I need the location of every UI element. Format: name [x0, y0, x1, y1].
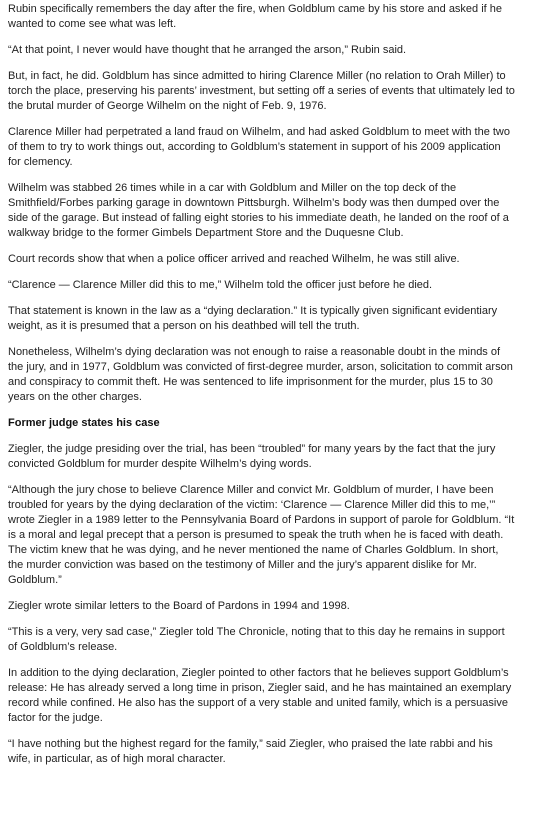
paragraph-wilhelm-words: “Clarence — Clarence Miller did this to me,” Wilhelm told the officer just before he died. — [8, 279, 433, 291]
paragraph-dying-declaration: That statement is known in the law as a “dying declaration.” It is typically given significant evidentiary weight, as it is presumed that a person on his deathbed will tell the truth. — [8, 305, 498, 332]
paragraph-similar-letters: Ziegler wrote similar letters to the Board of Pardons in 1994 and 1998. — [8, 600, 350, 612]
paragraph-judge-letter: “Although the jury chose to believe Clarence Miller and convict Mr. Goldblum of murder, I have been troubled for years by the dying declaration of the victim: ‘Clarence — Clarence Miller did this to me,’” wrote Ziegler in a 1989 letter to the Pennsylvania Board of Pardons in support of parole for Goldblum. “It is a moral and legal precept that a person is presumed to speak the truth when he is faced with death. The victim knew that he was dying, and he never mentioned the name of Charles Goldblum. In short, the murder conviction was based on the testimony of Miller and the jury’s apparent dislike for Mr. Goldblum.” — [8, 484, 515, 586]
paragraph-other-factors: In addition to the dying declaration, Ziegler pointed to other factors that he believes support Goldblum’s release: He has already served a long time in prison, Ziegler said, and he has maintained an exemplary record while confined. He also has the support of a very stable and united family, which is a persuasive factor for the judge. — [8, 667, 512, 724]
paragraph-family-regard: “I have nothing but the highest regard for the family,” said Ziegler, who praised the late rabbi and his wife, in particular, as of high moral character. — [8, 738, 493, 765]
paragraph-land-fraud: Clarence Miller had perpetrated a land fraud on Wilhelm, and had asked Goldblum to meet with the two of them to try to work things out, according to Goldblum’s statement in support of his 2009 application for clemency. — [8, 126, 510, 168]
paragraph-court-records: Court records show that when a police officer arrived and reached Wilhelm, he was still alive. — [8, 253, 460, 265]
paragraph-sad-case: “This is a very, very sad case,” Ziegler told The Chronicle, noting that to this day he remains in support of Goldblum’s release. — [8, 626, 505, 653]
paragraph-conviction: Nonetheless, Wilhelm’s dying declaration was not enough to raise a reasonable doubt in the minds of the jury, and in 1977, Goldblum was convicted of first-degree murder, arson, solicitation to commit arson and conspiracy to commit theft. He was sentenced to life imprisonment for the murder, plus 15 to 30 years on the other charges. — [8, 346, 513, 403]
paragraph-stabbing: Wilhelm was stabbed 26 times while in a car with Goldblum and Miller on the top deck of the Smithfield/Forbes parking garage in downtown Pittsburgh. Wilhelm’s body was then dumped over the side of the garage. But instead of falling eight stories to his immediate death, he landed on the roof of a walkway bridge to the former Gimbels Department Store and the Duquesne Club. — [8, 182, 509, 239]
paragraph-rubin-remembers: Rubin specifically remembers the day after the fire, when Goldblum came by his store and asked if he wanted to come see what was left. — [8, 3, 503, 30]
section-heading: Former judge states his case — [8, 417, 160, 429]
paragraph-rubin-quote: “At that point, I never would have thought that he arranged the arson,” Rubin said. — [8, 44, 407, 56]
paragraph-goldblum-admitted: But, in fact, he did. Goldblum has since admitted to hiring Clarence Miller (no relation to Orah Miller) to torch the place, preserving his parents’ investment, but setting off a series of events that ultimately led to the brutal murder of George Wilhelm on the night of Feb. 9, 1976. — [8, 70, 515, 112]
paragraph-judge-troubled: Ziegler, the judge presiding over the trial, has been “troubled” for many years by the fact that the jury convicted Goldblum for murder despite Wilhelm’s dying words. — [8, 443, 496, 470]
